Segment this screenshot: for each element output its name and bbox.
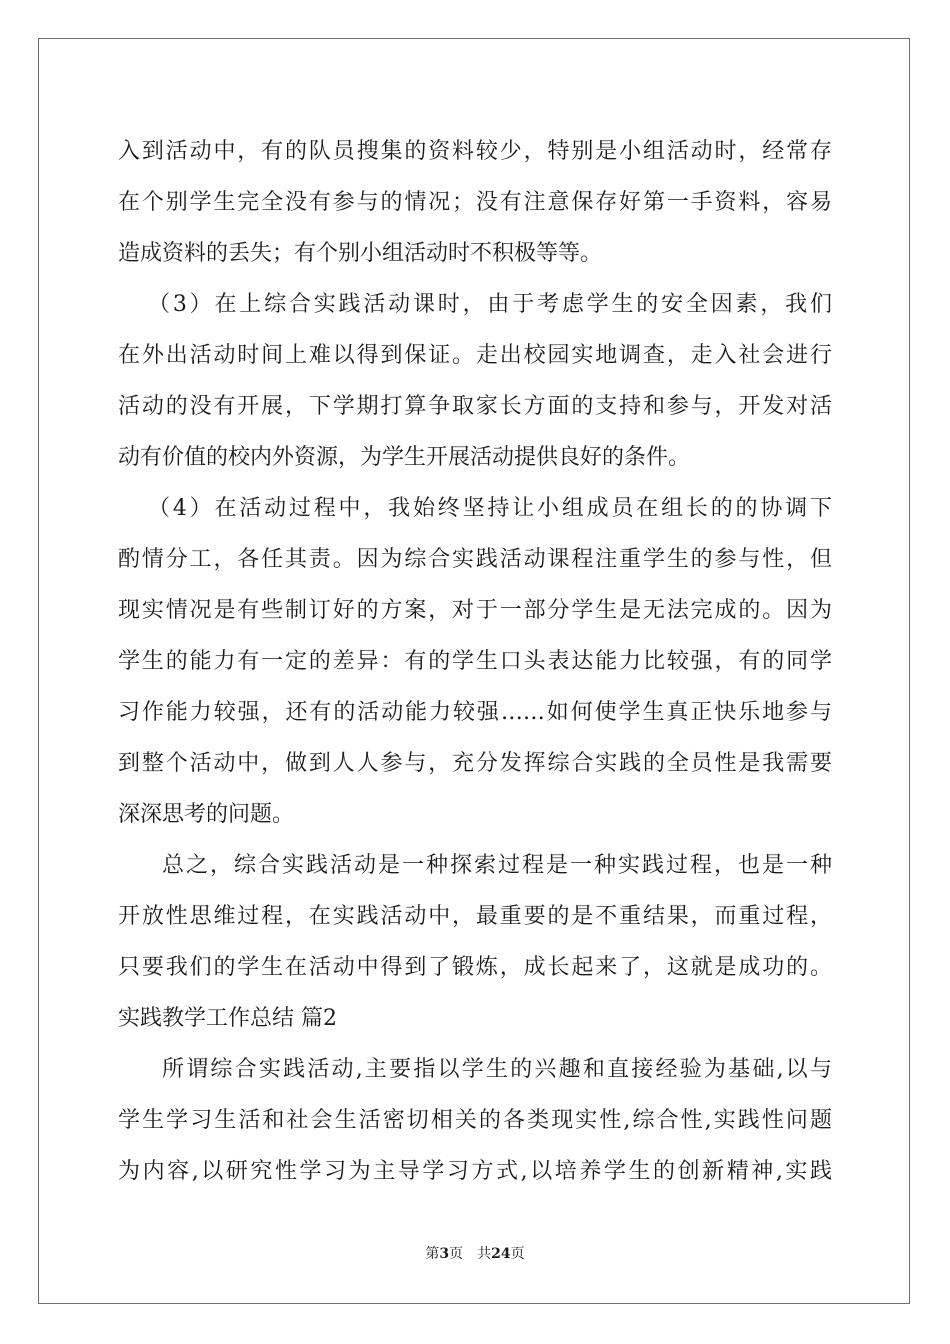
- text-line: 到整个活动中，做到人人参与，充分发挥综合实践的全员性是我需要: [118, 751, 832, 776]
- text-line: 造成资料的丢失；有个别小组活动时不积极等等。: [118, 241, 603, 266]
- text-line: 深深思考的问题。: [118, 802, 295, 827]
- text-line: 活动的没有开展，下学期打算争取家长方面的支持和参与，开发对活: [118, 394, 832, 419]
- total-suffix: 页: [510, 1246, 525, 1262]
- total-prefix: 共: [477, 1246, 492, 1262]
- text-line: 习作能力较强，还有的活动能力较强……如何使学生真正快乐地参与: [118, 700, 832, 725]
- page-footer: [0, 1244, 950, 1264]
- text-line: 酌情分工，各任其责。因为综合实践活动课程注重学生的参与性，但: [118, 547, 832, 572]
- text-line: 学生学习生活和社会生活密切相关的各类现实性,综合性,实践性问题: [118, 1108, 832, 1133]
- text-line: （3）在上综合实践活动课时，由于考虑学生的安全因素，我们: [148, 292, 832, 317]
- text-line: 入到活动中，有的队员搜集的资料较少，特别是小组活动时，经常存: [118, 139, 832, 164]
- text-line: 为内容,以研究性学习为主导学习方式,以培养学生的创新精神,实践: [118, 1159, 832, 1184]
- text-line: 在个别学生完全没有参与的情况；没有注意保存好第一手资料，容易: [118, 190, 832, 215]
- text-line: 在外出活动时间上难以得到保证。走出校园实地调查，走入社会进行: [118, 343, 832, 368]
- text-line: 只要我们的学生在活动中得到了锻炼，成长起来了，这就是成功的。: [118, 955, 832, 980]
- total-pages: 24: [491, 1246, 511, 1262]
- document-body: [118, 126, 832, 1197]
- section-heading: 实践教学工作总结 篇2: [118, 1006, 337, 1031]
- text-line: （4）在活动过程中，我始终坚持让小组成员在组长的的协调下: [148, 496, 832, 521]
- text-line: 学生的能力有一定的差异：有的学生口头表达能力比较强，有的同学: [118, 649, 832, 674]
- text-line: 所谓综合实践活动,主要指以学生的兴趣和直接经验为基础,以与: [162, 1057, 832, 1082]
- text-line: 动有价值的校内外资源，为学生开展活动提供良好的条件。: [118, 445, 691, 470]
- page-suffix: 页: [449, 1246, 464, 1262]
- text-line: 现实情况是有些制订好的方案，对于一部分学生是无法完成的。因为: [118, 598, 832, 623]
- text-line: 总之，综合实践活动是一种探索过程是一种实践过程，也是一种: [162, 853, 832, 878]
- page-prefix: 第: [425, 1246, 440, 1262]
- text-line: 开放性思维过程，在实践活动中，最重要的是不重结果，而重过程，: [118, 904, 832, 929]
- page-number: 3: [439, 1246, 450, 1262]
